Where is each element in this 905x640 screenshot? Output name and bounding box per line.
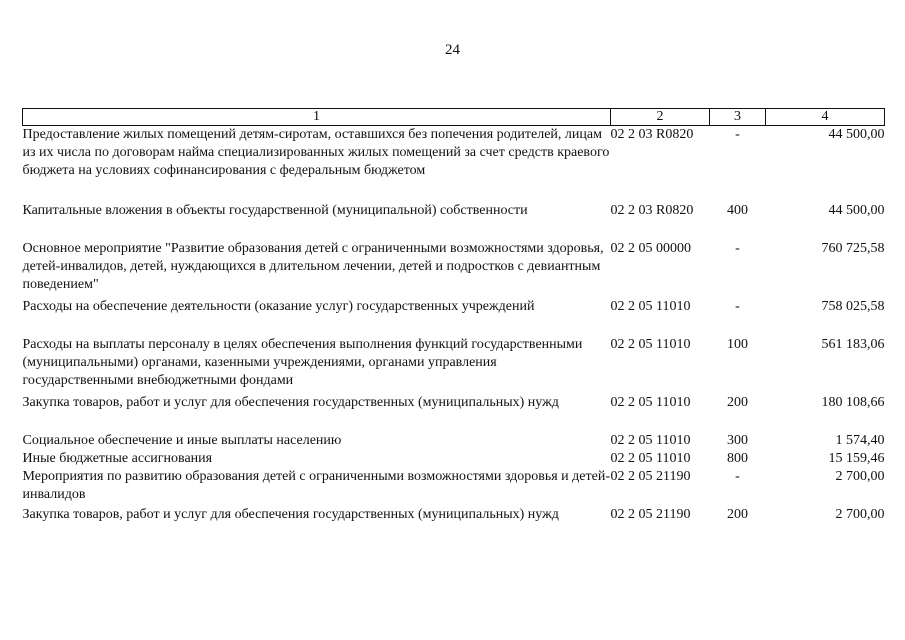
column-header-code: 2	[611, 109, 710, 126]
row-code: 02 2 05 11010	[610, 336, 691, 352]
table-row	[23, 468, 885, 506]
row-name: Социальное обеспечение и иные выплаты населению	[22, 432, 342, 448]
row-kind: 800	[727, 450, 748, 466]
column-header-kind: 3	[710, 109, 766, 126]
row-amount: 1 574,40	[835, 432, 885, 448]
row-name: Предоставление жилых помещений детям-сиротам, оставшихся без попечения родителей, лицам из их числа по договорам найма специализированных жилых помещений за счет средств краевого бюджета на условиях софинансирования с федеральным бюджетом	[22, 127, 610, 178]
row-code: 02 2 05 11010	[610, 394, 691, 410]
table-row	[23, 202, 885, 240]
row-amount: 758 025,58	[821, 298, 885, 314]
row-code: 02 2 05 11010	[610, 298, 691, 314]
row-kind: -	[735, 298, 740, 314]
row-code: 02 2 05 11010	[610, 432, 691, 448]
row-name: Иные бюджетные ассигнования	[22, 450, 213, 466]
row-code: 02 2 05 11010	[610, 450, 691, 466]
row-name: Мероприятия по развитию образования детей с ограниченными возможностями здоровья и детей-инвалидов	[22, 468, 610, 502]
row-name: Основное мероприятие "Развитие образования детей с ограниченными возможностями здоровья, детей-инвалидов, детей, нуждающихся в длительном лечении, детей и подростков с девиантным поведением"	[22, 240, 604, 292]
row-kind: -	[735, 127, 740, 142]
table-row	[23, 506, 885, 544]
table-row	[23, 394, 885, 432]
row-kind: 300	[727, 432, 748, 448]
row-name: Капитальные вложения в объекты государственной (муниципальной) собственности	[22, 202, 528, 218]
row-name: Расходы на обеспечение деятельности (оказание услуг) государственных учреждений	[22, 298, 535, 314]
row-code: 02 2 05 21190	[610, 506, 691, 522]
budget-table	[22, 108, 885, 544]
row-amount: 44 500,00	[828, 202, 885, 218]
table-header-row	[23, 109, 885, 126]
row-kind: -	[735, 240, 740, 256]
row-kind: 100	[727, 336, 748, 352]
row-code: 02 2 03 R0820	[610, 202, 694, 218]
row-code: 02 2 05 00000	[610, 240, 691, 256]
row-name: Закупка товаров, работ и услуг для обеспечения государственных (муниципальных) нужд	[22, 506, 559, 522]
budget-table-container	[22, 108, 884, 544]
row-amount: 2 700,00	[835, 468, 885, 484]
table-row	[23, 432, 885, 450]
table-row	[23, 450, 885, 468]
table-row	[23, 240, 885, 298]
row-name: Расходы на выплаты персоналу в целях обеспечения выполнения функций государственными (муниципальными) органами, казенными учреждениями, органами управления государственными внебюджетными фондами	[22, 336, 583, 388]
row-kind: -	[735, 468, 740, 484]
row-amount: 2 700,00	[835, 506, 885, 522]
row-amount: 44 500,00	[828, 127, 885, 142]
table-row	[23, 298, 885, 336]
row-amount: 15 159,46	[828, 450, 885, 466]
row-amount: 760 725,58	[821, 240, 885, 256]
row-kind: 200	[727, 394, 748, 410]
column-header-name: 1	[23, 109, 611, 126]
row-code: 02 2 05 21190	[610, 468, 691, 484]
table-row	[23, 336, 885, 394]
table-row	[23, 126, 885, 202]
page-number: 24	[445, 42, 460, 58]
column-header-amount: 4	[766, 109, 885, 126]
row-amount: 561 183,06	[821, 336, 885, 352]
row-name: Закупка товаров, работ и услуг для обеспечения государственных (муниципальных) нужд	[22, 394, 559, 410]
row-kind: 200	[727, 506, 748, 522]
row-kind: 400	[727, 202, 748, 218]
row-amount: 180 108,66	[821, 394, 885, 410]
row-code: 02 2 03 R0820	[610, 127, 694, 142]
